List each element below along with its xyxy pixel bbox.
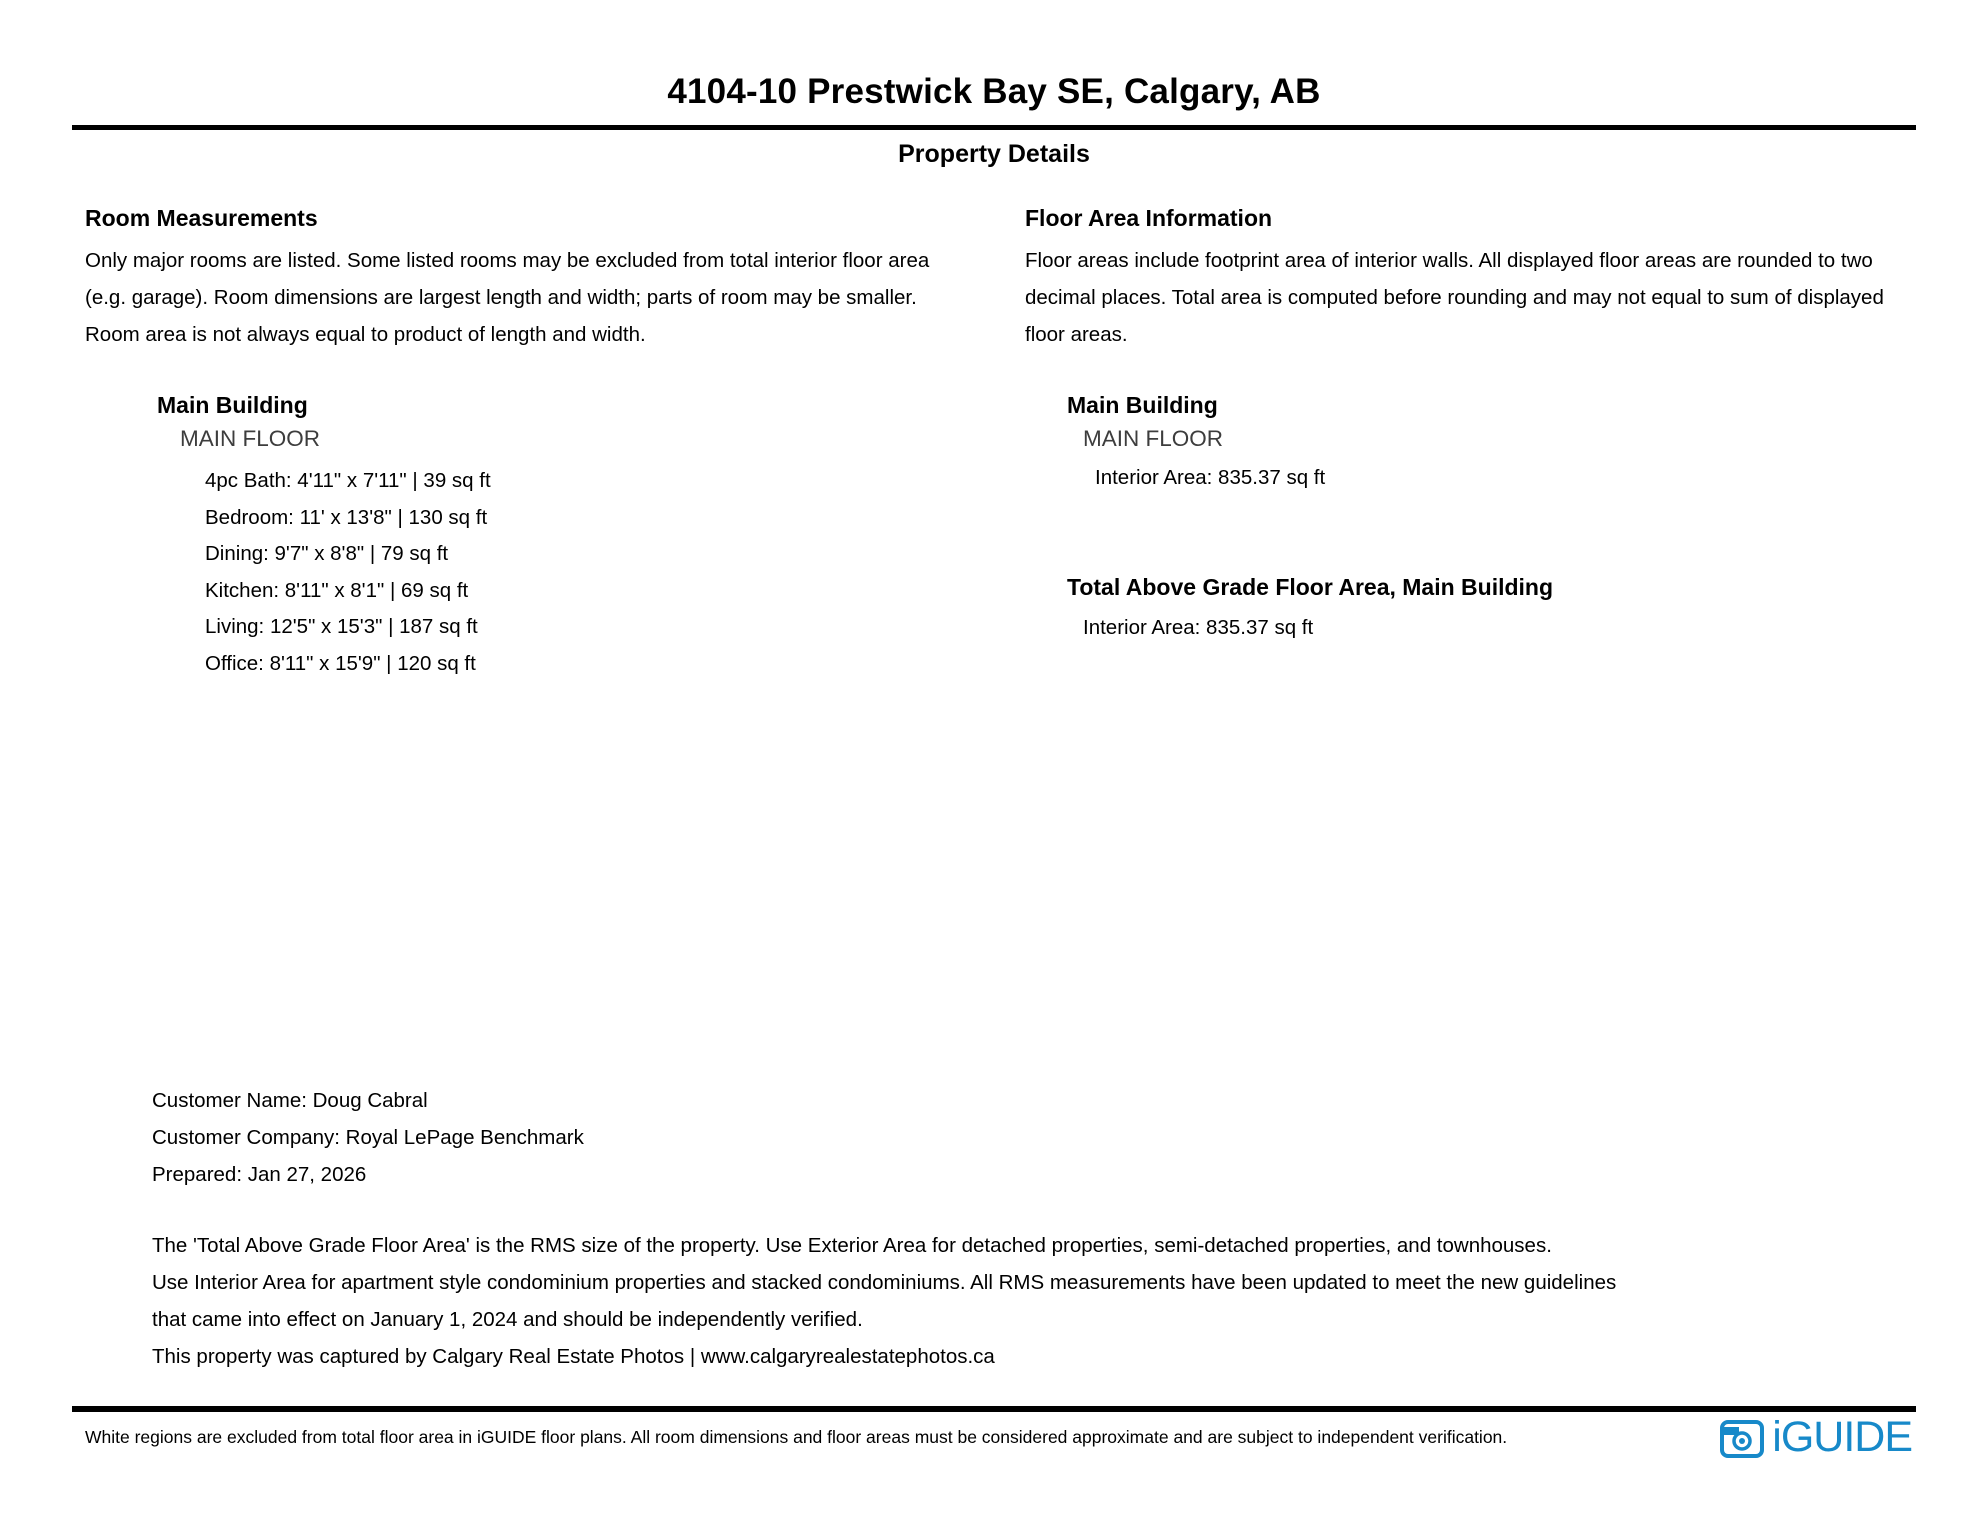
room-measurements-heading: Room Measurements: [85, 205, 318, 231]
floor-area-section: [1025, 205, 1955, 640]
floor-name: MAIN FLOOR: [1083, 426, 1224, 451]
disclaimer-line: This property was captured by Calgary Real Estate Photos | www.calgaryrealestatephotos.ca: [152, 1345, 995, 1368]
total-interior-area-value: Interior Area: 835.37 sq ft: [1083, 616, 1314, 639]
disclaimer-line: Use Interior Area for apartment style condominium properties and stacked condominiums. All RMS measurements have been updated to meet the new guidelines: [152, 1271, 1617, 1294]
room-measurements-section: [85, 205, 985, 682]
iguide-camera-icon: [1719, 1417, 1765, 1459]
customer-name-line: Customer Name: Doug Cabral: [152, 1089, 428, 1112]
header-divider: [72, 125, 1916, 130]
page-title: 4104-10 Prestwick Bay SE, Calgary, AB: [667, 72, 1321, 111]
room-item: Living: 12'5" x 15'3" | 187 sq ft: [205, 615, 478, 638]
floor-area-description: [1025, 242, 1955, 353]
floor-area-heading: Floor Area Information: [1025, 205, 1273, 231]
description-line: Only major rooms are listed. Some listed rooms may be excluded from total interior floor area: [85, 249, 930, 272]
footer-disclaimer-text: White regions are excluded from total floor area in iGUIDE floor plans. All room dimensions and floor areas must be considered approximate and are subject to independent verification.: [85, 1427, 1508, 1447]
disclaimer-line: that came into effect on January 1, 2024 and should be independently verified.: [152, 1308, 863, 1331]
description-line: Room area is not always equal to product of length and width.: [85, 323, 646, 346]
building-name: Main Building: [157, 392, 308, 418]
room-list: [205, 463, 985, 682]
prepared-date-line: Prepared: Jan 27, 2026: [152, 1163, 367, 1186]
room-item: Bedroom: 11' x 13'8" | 130 sq ft: [205, 505, 488, 529]
description-line: decimal places. Total area is computed before rounding and may not equal to sum of displayed: [1025, 286, 1884, 309]
rms-disclaimer-block: [152, 1227, 1616, 1375]
description-line: (e.g. garage). Room dimensions are largest length and width; parts of room may be smaller.: [85, 286, 917, 309]
iguide-logo: [1719, 1413, 1912, 1461]
room-item: Kitchen: 8'11" x 8'1" | 69 sq ft: [205, 578, 469, 602]
room-item: Office: 8'11" x 15'9" | 120 sq ft: [205, 651, 476, 675]
iguide-logo-text: iGUIDE: [1772, 1413, 1912, 1461]
total-above-grade-heading: Total Above Grade Floor Area, Main Building: [1067, 574, 1554, 600]
building-name: Main Building: [1067, 392, 1218, 418]
room-measurements-description: [85, 242, 985, 353]
customer-company-line: Customer Company: Royal LePage Benchmark: [152, 1126, 584, 1149]
description-line: Floor areas include footprint area of interior walls. All displayed floor areas are rounded to two: [1025, 249, 1873, 272]
customer-info-block: [152, 1082, 584, 1193]
page-subtitle: Property Details: [898, 140, 1090, 168]
room-item: 4pc Bath: 4'11" x 7'11" | 39 sq ft: [205, 469, 491, 492]
floor-name: MAIN FLOOR: [180, 426, 321, 451]
footer-divider: [72, 1406, 1916, 1412]
disclaimer-line: The 'Total Above Grade Floor Area' is the RMS size of the property. Use Exterior Area for detached properties, semi-detached properties, and townhouses.: [152, 1234, 1552, 1257]
room-item: Dining: 9'7" x 8'8" | 79 sq ft: [205, 542, 449, 565]
interior-area-value: Interior Area: 835.37 sq ft: [1095, 466, 1326, 489]
description-line: floor areas.: [1025, 323, 1128, 346]
